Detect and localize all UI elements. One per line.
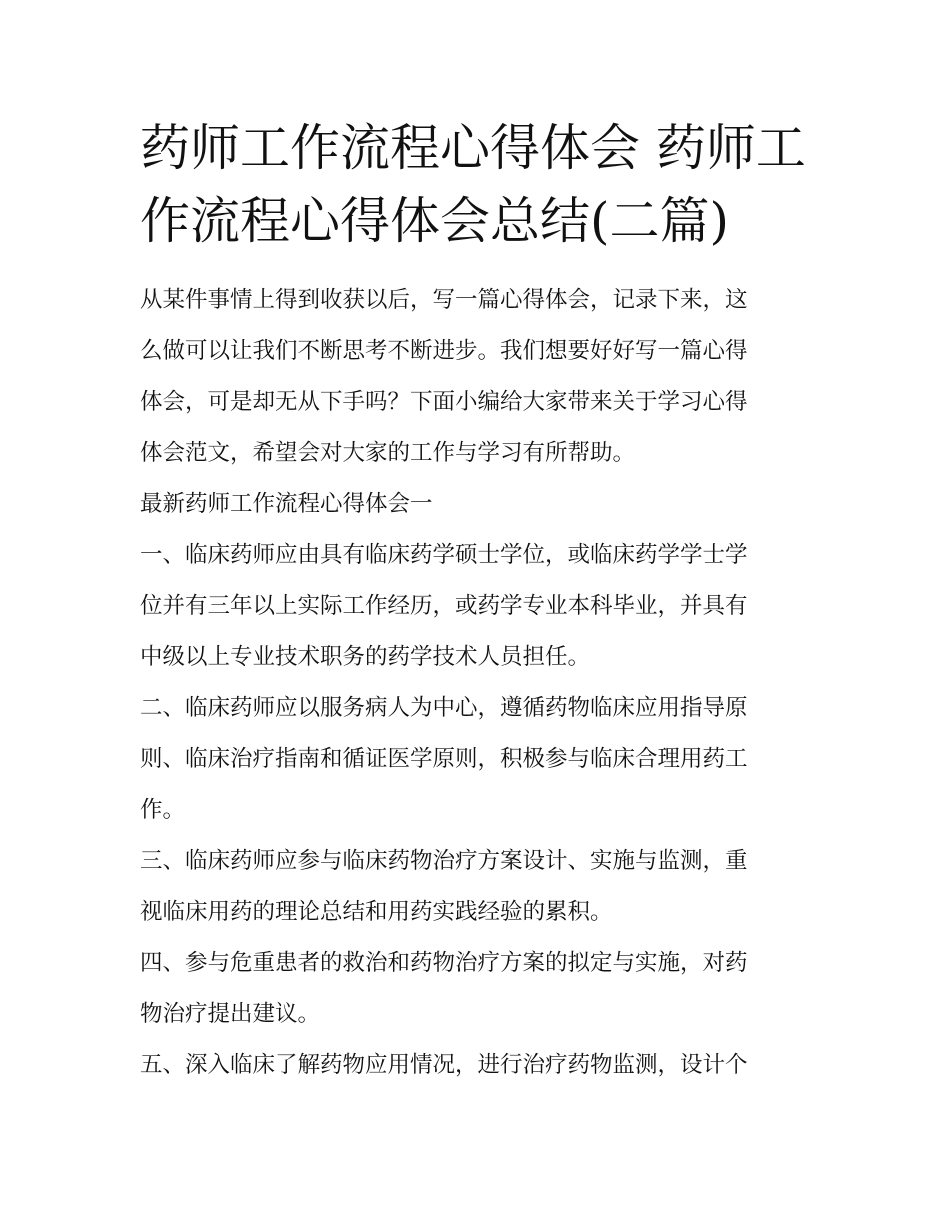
- section-heading: 最新药师工作流程心得体会一: [140, 491, 433, 517]
- title-line-1: 药师工作流程心得体会 药师工: [140, 119, 806, 177]
- page-title: [140, 112, 820, 258]
- body-line: 么做可以让我们不断思考不断进步。我们想要好好写一篇心得: [140, 338, 748, 364]
- body-line: 物治疗提出建议。: [140, 1001, 321, 1027]
- body-line: 视临床用药的理论总结和用药实践经验的累积。: [140, 899, 613, 925]
- body-line: 作。: [140, 797, 186, 823]
- body-line: 体会，可是却无从下手吗？下面小编给大家带来关于学习心得: [140, 389, 748, 415]
- body-line: 中级以上专业技术职务的药学技术人员担任。: [140, 644, 591, 670]
- body-line: 体会范文，希望会对大家的工作与学习有所帮助。: [140, 440, 636, 466]
- body-line: 从某件事情上得到收获以后，写一篇心得体会，记录下来，这: [140, 287, 748, 313]
- body-line: 二、临床药师应以服务病人为中心，遵循药物临床应用指导原: [140, 695, 748, 721]
- body-line: 五、深入临床了解药物应用情况，进行治疗药物监测，设计个: [140, 1052, 748, 1078]
- title-line-2: 作流程心得体会总结(二篇): [140, 192, 730, 250]
- body-line: 一、临床药师应由具有临床药学硕士学位，或临床药学学士学: [140, 542, 748, 568]
- body-line: 四、参与危重患者的救治和药物治疗方案的拟定与实施，对药: [140, 950, 748, 976]
- body-line: 则、临床治疗指南和循证医学原则，积极参与临床合理用药工: [140, 746, 748, 772]
- body-line: 三、临床药师应参与临床药物治疗方案设计、实施与监测，重: [140, 848, 748, 874]
- body-line: 位并有三年以上实际工作经历，或药学专业本科毕业，并具有: [140, 593, 748, 619]
